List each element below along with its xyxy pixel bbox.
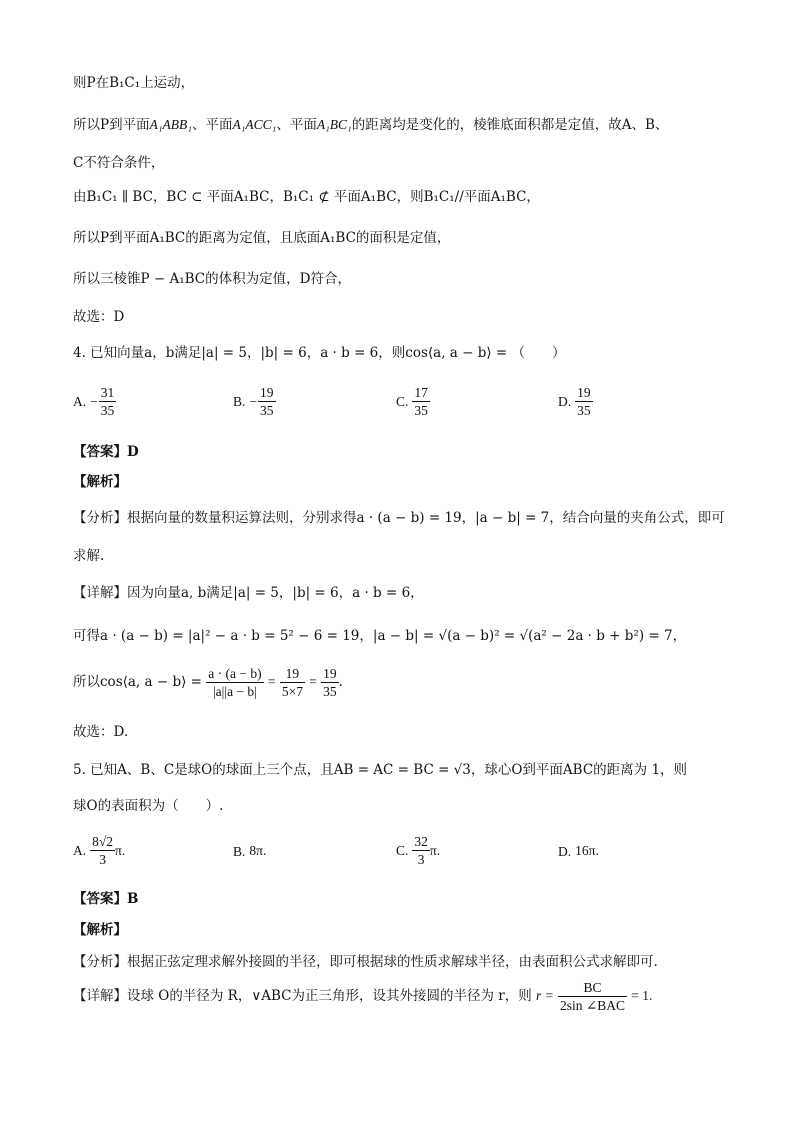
denominator: 35 [260, 403, 274, 418]
q5-option-c [396, 833, 441, 868]
text-line: C不符合条件， [73, 155, 165, 171]
math-span: A₁ABB₁ [149, 117, 192, 132]
denominator: 35 [577, 403, 591, 418]
text-line: 所以三棱锥P − A₁BC的体积为定值，D符合， [73, 271, 351, 287]
question-5-stem: 球O的表面积为（ ）. [73, 798, 224, 814]
math-span: A₁ACC₁ [232, 117, 277, 132]
text-line: 故选：D [73, 309, 125, 325]
period: . [338, 674, 343, 690]
formula-suffix: = 1. [631, 988, 653, 1003]
option-label: D. [558, 393, 572, 409]
analysis-line: 【分析】根据向量的数量积运算法则，分别求得a · (a − b) = 19，|a − b| = 7，结合向量的夹角公式，即可 [73, 510, 725, 526]
fraction [575, 384, 593, 419]
answer-line: 【答案】B [73, 891, 139, 907]
detail-formula [73, 664, 343, 700]
fraction [99, 384, 117, 419]
denominator: 35 [414, 403, 428, 418]
text-span: 、平面 [191, 117, 233, 133]
numerator: BC [558, 979, 627, 997]
numerator: 32 [414, 834, 428, 849]
analysis-line: 求解. [73, 548, 105, 564]
choose-line: 故选：D. [73, 724, 129, 740]
option-label: A. [73, 393, 87, 409]
q5-option-b [233, 843, 266, 860]
denominator: 2sin ∠BAC [560, 998, 625, 1013]
fraction [206, 665, 263, 700]
numerator: 31 [100, 385, 115, 400]
denominator: 35 [100, 403, 115, 418]
math-span: A₁BC₁ [316, 117, 352, 132]
text-line: 由B₁C₁ ∥ BC，BC ⊂ 平面A₁BC，B₁C₁ ⊄ 平面A₁BC，则B₁C₁//平面A₁BC， [73, 189, 540, 205]
numerator: 8√2 [92, 834, 114, 849]
option-label: C. [396, 393, 409, 409]
text-line: 则P在B₁C₁上运动， [73, 75, 195, 91]
denominator: |a||a − b| [212, 684, 257, 699]
analysis-heading: 【解析】 [73, 922, 127, 938]
answer-line: 【答案】D [73, 444, 139, 460]
option-value: 16π. [575, 843, 599, 858]
analysis-line: 【分析】根据正弦定理求解外接圆的半径，即可根据球的性质求解球半径，由表面积公式求解即可. [73, 954, 658, 970]
detail-line: 【详解】因为向量a, b满足|a| = 5，|b| = 6，a · b = 6， [73, 585, 424, 601]
formula-prefix: 【详解】设球 O的半径为 R，∨ABC为正三角形，设其外接圆的半径为 r，则 [73, 988, 532, 1004]
formula-var: r = [536, 988, 554, 1003]
q5-option-a [73, 833, 126, 868]
fraction [558, 979, 627, 1014]
numerator: 19 [260, 385, 274, 400]
q5-option-d [558, 843, 599, 860]
numerator: a · (a − b) [208, 666, 262, 681]
denominator: 5×7 [281, 684, 303, 699]
question-5-stem: 5. 已知A、B、C是球O的球面上三个点，且AB = AC = BC = √3，球心O到平面ABC的距离为 1，则 [73, 762, 688, 778]
option-label: B. [233, 843, 246, 859]
option-sign: − [249, 393, 258, 409]
option-value: 8π. [249, 843, 267, 858]
denominator: 3 [99, 852, 106, 867]
fraction [321, 665, 339, 700]
option-label: C. [396, 842, 409, 858]
q4-option-d [558, 384, 593, 419]
analysis-heading: 【解析】 [73, 474, 127, 490]
option-suffix: π. [115, 842, 126, 858]
numerator: 19 [280, 665, 305, 683]
denominator: 3 [417, 852, 425, 867]
fraction [412, 833, 430, 868]
option-label: B. [233, 393, 246, 409]
text-span: 、平面 [276, 117, 317, 133]
text-span: 所以P到平面 [73, 117, 150, 133]
detail-line: 可得a · (a − b) = |a|² − a · b = 5² − 6 = 19，|a − b| = √(a − b)² = √(a² − 2a · b + b²) = 7， [73, 628, 687, 644]
q4-option-b [233, 384, 276, 419]
equals-sign: = [309, 674, 317, 689]
numerator: 19 [323, 666, 337, 681]
fraction [90, 833, 115, 868]
option-sign: − [90, 393, 98, 409]
q4-option-c [396, 384, 430, 419]
fraction [280, 665, 305, 700]
q4-option-a [73, 384, 116, 419]
text-line: 所以P到平面A₁BC的距离为定值，且底面A₁BC的面积是定值， [73, 230, 451, 246]
option-label: D. [558, 843, 572, 859]
question-4-stem: 4. 已知向量a，b满足|a| = 5，|b| = 6，a · b = 6，则cos⟨a, a − b⟩ = （ ） [73, 345, 566, 361]
formula-prefix: 所以cos⟨a, a − b⟩ = [73, 674, 202, 690]
numerator: 19 [577, 385, 591, 400]
numerator: 17 [414, 385, 428, 400]
text-line [73, 116, 668, 134]
denominator: 35 [323, 684, 337, 699]
option-label: A. [73, 842, 87, 858]
option-suffix: π. [429, 842, 441, 858]
detail-formula [73, 978, 652, 1014]
equals-sign: = [267, 674, 276, 689]
fraction [412, 384, 430, 419]
fraction [258, 384, 276, 419]
text-span: 的距离均是变化的，棱锥底面积都是定值，故A、B、 [351, 117, 669, 133]
